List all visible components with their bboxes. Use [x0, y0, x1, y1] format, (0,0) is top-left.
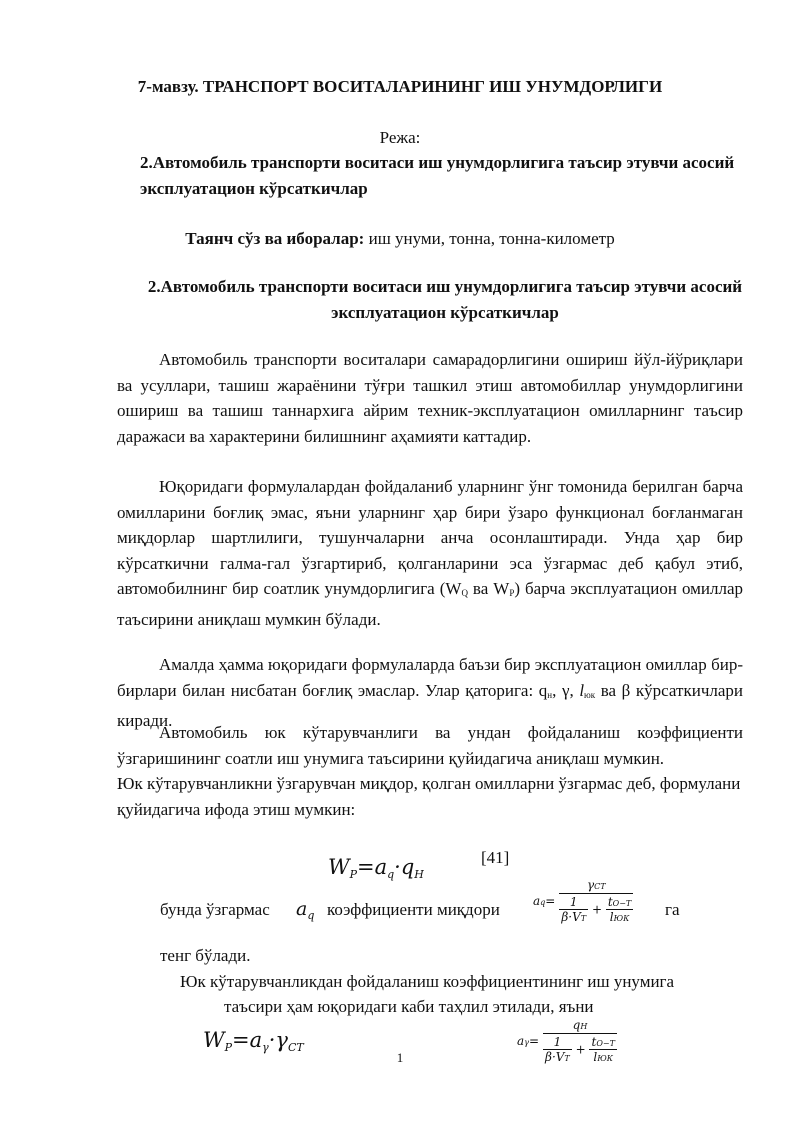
- paragraph-5: Юк кўтарувчанликни ўзгарувчан миқдор, қолган омилларни ўзгармас деб, формулани қуйидагича ифода этиш мумкин:: [117, 774, 741, 819]
- paragraph-3-text-b: , γ,: [552, 680, 580, 700]
- teng-text: тенг бўлади.: [160, 946, 251, 965]
- page-number: 1: [396, 1050, 404, 1065]
- paragraph-3-text-c: ва β кўрсаткичлари киради.: [117, 680, 743, 730]
- section-heading: 2.Автомобиль транспорти воситаси иш унумдорлигига таъсир этувчи асосий эксплуатацион кўрсаткичлар: [147, 277, 743, 322]
- plan-label: Режа:: [379, 128, 421, 147]
- keywords-text: иш унуми, тонна, тонна-километр: [364, 229, 615, 248]
- symbol-aq: $a_q$: [296, 898, 315, 922]
- keywords-line: [0, 229, 800, 249]
- coeff-text: коэффициенти миқдори: [327, 900, 500, 919]
- formula-aq-fraction: aq= γCT $\frac{1}{\beta\cdot VT}$ + $\frac{tO-T}{\text{lЮК}}$: [533, 878, 632, 924]
- paragraph-6-line-1: Юк кўтарувчанликдан фойдаланиш коэффициентининг иш унумига: [180, 972, 675, 991]
- paragraph-4: Автомобиль юк кўтарувчанлиги ва ундан фойдаланиш коэффициенти ўзгаришининг соатли иш унумига таъсирини қуйидагича аниқлаш мумкин.: [117, 723, 743, 768]
- subscript-n: н: [547, 689, 553, 700]
- page-title: 7-мавзу. ТРАНСПОРТ ВОСИТАЛАРИНИНГ ИШ УНУМДОРЛИГИ: [137, 77, 663, 96]
- paragraph-1: Автомобиль транспорти воситалари самарадорлигини ошириш йўл-йўриқлари ва усуллари, ташиш жараёнини тўғри ташкил этиш автомобиллар унумдорлигини ошириш ва ташиш таннархига айрим техник-эксплуатацион омилларнинг таъсир даражаси ва характерини билишнинг аҳамияти каттадир.: [117, 350, 743, 446]
- symbol-l: l: [579, 680, 585, 700]
- plan-item: 2.Автомобиль транспорти воситаси иш унумдорлигига таъсир этувчи асосий эксплуатацион кўрсаткичлар: [140, 153, 735, 198]
- bunda-text: бунда ўзгармас: [160, 900, 270, 919]
- paragraph-6-line-2: таъсири ҳам юқоридаги каби таҳлил этилади, яъни: [224, 997, 594, 1016]
- paragraph-2-text-c: ) барча эксплуатацион омиллар таъсирини аниқлаш мумкин бўлади.: [117, 579, 744, 629]
- subscript-yuk: юк: [584, 689, 596, 700]
- paragraph-3-text-a: Амалда ҳамма юқоридаги формулаларда баъзи бир эксплуатацион омиллар бир-бирлари билан нисбатан боғлиқ эмаслар. Улар қаторига: q: [117, 655, 743, 700]
- paragraph-2: [117, 474, 743, 632]
- paragraph-2-text-b: ва W: [467, 579, 510, 598]
- formula-wp-agamma: $W_P=a_\gamma\cdot\gamma_{CT}$: [203, 1028, 304, 1054]
- reference-41: [41]: [481, 848, 510, 867]
- ga-text: га: [665, 900, 680, 919]
- keywords-label: Таянч сўз ва иборалар:: [185, 229, 365, 248]
- formula-agamma-fraction: aγ= qH $\frac{1}{\beta\cdot VT}$ + $\frac{tO-T}{\text{lЮК}}$: [517, 1018, 615, 1064]
- subscript-p: P: [509, 588, 515, 598]
- formula-wp-aq: $W_P=a_q\cdot q_H$: [328, 855, 424, 881]
- paragraph-2-text-a: Юқоридаги формулалардан фойдаланиб уларнинг ўнг томонида берилган барча омилларини боғлиқ эмас, яъни уларнинг ҳар бири ўзаро функционал боғланмаган миқдорлар шартлилиги, тушунчаларни анча осонлаштиради. Унда ҳар бир кўрсаткични галма-гал ўзгартириб, қолганларини эса ўзгармас деб қабул этиб, автомобилнинг бир соатлик унумдорлигига (W: [117, 477, 743, 598]
- subscript-q: Q: [461, 588, 468, 598]
